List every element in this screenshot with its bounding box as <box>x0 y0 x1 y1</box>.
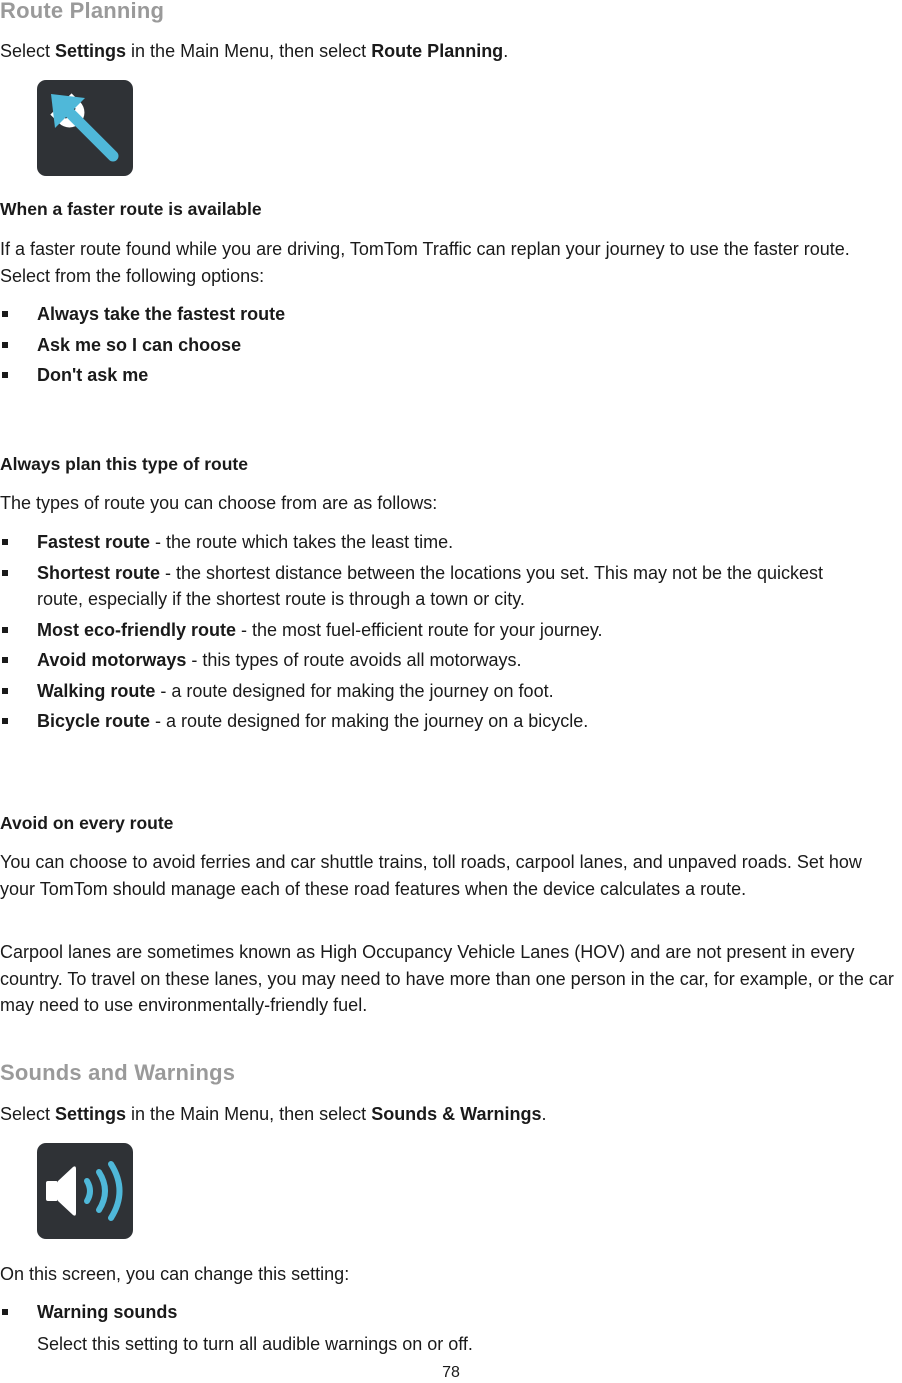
section-title-sounds-warnings: Sounds and Warnings <box>0 1060 236 1085</box>
list-item: Fastest route - the route which takes the least time. <box>0 529 860 556</box>
avoid-text-1: You can choose to avoid ferries and car shuttle trains, toll roads, carpool lanes, and unpaved roads. Set how your TomTom should manage each of these road features when the device calculates a route. <box>0 852 862 899</box>
warning-sounds-description: Select this setting to turn all audible warnings on or off. <box>37 1334 473 1354</box>
sounds-warnings-settings-icon <box>37 1143 133 1239</box>
avoid-heading: Avoid on every route <box>0 813 174 833</box>
route-planning-settings-icon <box>37 80 133 176</box>
list-item: Don't ask me <box>0 362 900 389</box>
avoid-text-2: Carpool lanes are sometimes known as High Occupancy Vehicle Lanes (HOV) and are not present in every country. To travel on these lanes, you may need to have more than one person in the car, for example, or the car may need to use environmentally-friendly fuel. <box>0 942 894 1015</box>
faster-route-text: If a faster route found while you are driving, TomTom Traffic can replan your journey to use the faster route. Select from the following options: <box>0 239 850 286</box>
faster-route-heading: When a faster route is available <box>0 199 262 219</box>
page-number: 78 <box>442 1364 460 1381</box>
list-item: Always take the fastest route <box>0 301 900 328</box>
list-item: Shortest route - the shortest distance between the locations you set. This may not be the quickest route, especially if the shortest route is through a town or city. <box>0 560 860 613</box>
sounds-settings-list <box>0 1299 900 1326</box>
always-plan-heading: Always plan this type of route <box>0 454 248 474</box>
list-item: Warning sounds <box>0 1299 900 1326</box>
list-item: Walking route - a route designed for making the journey on foot. <box>0 678 860 705</box>
always-plan-text: The types of route you can choose from are as follows: <box>0 493 438 513</box>
faster-route-options <box>0 301 900 389</box>
section-title-route-planning: Route Planning <box>0 0 165 23</box>
route-types-list <box>0 529 860 735</box>
sounds-text: On this screen, you can change this setting: <box>0 1264 350 1284</box>
sounds-intro: Select Settings in the Main Menu, then select Sounds & Warnings. <box>0 1104 547 1124</box>
list-item: Ask me so I can choose <box>0 332 900 359</box>
list-item: Avoid motorways - this types of route avoids all motorways. <box>0 647 860 674</box>
list-item: Most eco-friendly route - the most fuel-efficient route for your journey. <box>0 617 860 644</box>
list-item: Bicycle route - a route designed for making the journey on a bicycle. <box>0 708 860 735</box>
route-planning-intro: Select Settings in the Main Menu, then select Route Planning. <box>0 41 509 61</box>
